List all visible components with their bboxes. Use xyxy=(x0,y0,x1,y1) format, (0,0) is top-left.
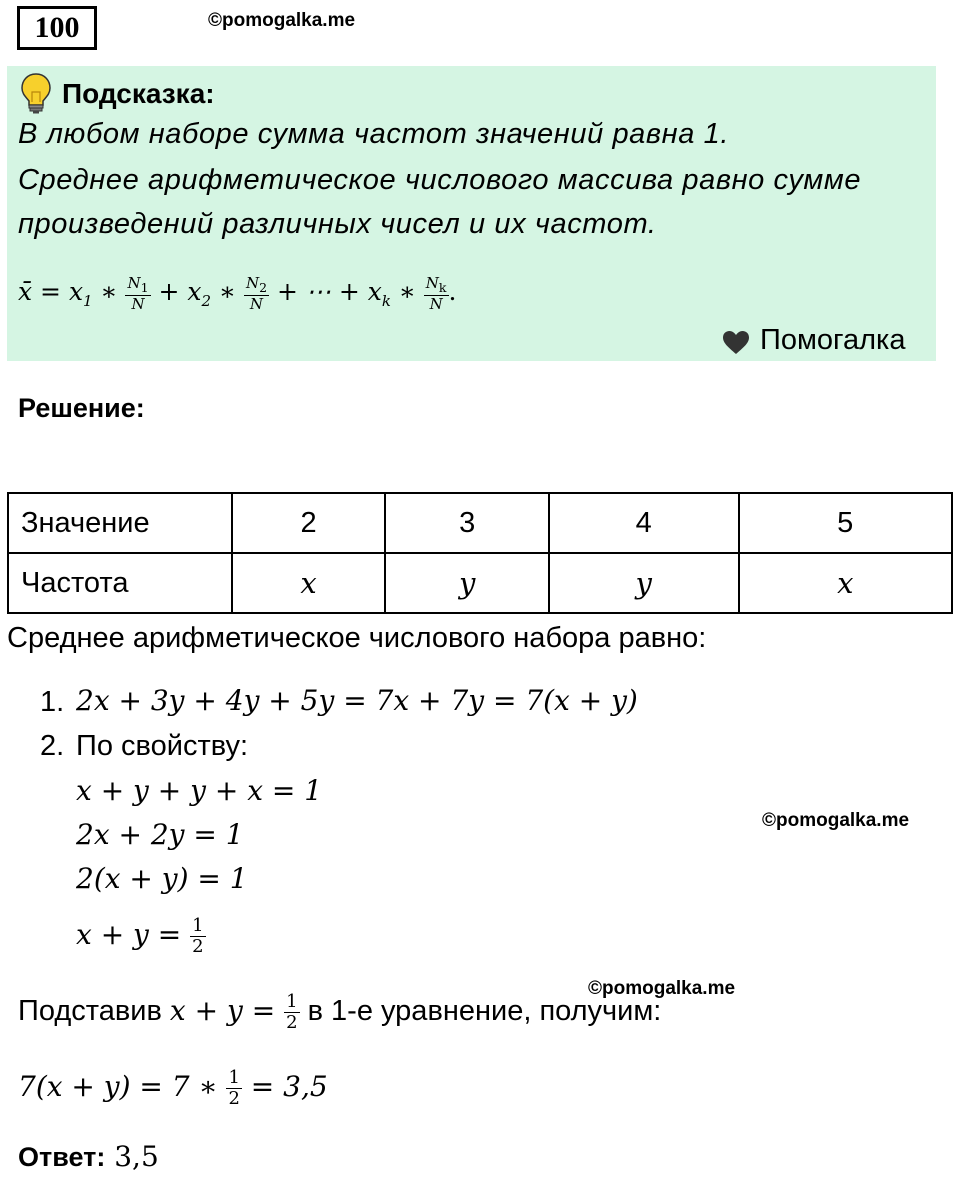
watermark-3: ©pomogalka.me xyxy=(588,978,736,999)
table-cell: y xyxy=(385,553,549,613)
table-cell: 5 xyxy=(739,493,953,553)
row-label: Частота xyxy=(8,553,232,613)
hint-line-2: Среднее арифметическое числового массива равно сумме xyxy=(18,164,862,196)
equation-1: x + y + y + x = 1 xyxy=(76,774,323,807)
equation-4: x + y = $\frac{1}{2}$ xyxy=(76,915,204,957)
final-equation: 7(x + y) = 7 ∗ $\frac{1}{2}$ = 3,5 xyxy=(18,1067,328,1109)
table-cell: 4 xyxy=(549,493,739,553)
row-label: Значение xyxy=(8,493,232,553)
watermark-2: ©pomogalka.me xyxy=(762,810,910,831)
table-cell: x xyxy=(739,553,953,613)
equation-3: 2(x + y) = 1 xyxy=(76,862,248,895)
substitution-line: Подставив x + y = $\frac{1}{2}$ в 1-е уравнение, получим: xyxy=(18,991,662,1033)
hint-line-1: В любом наборе сумма частот значений равна 1. xyxy=(18,118,729,150)
table-cell: 3 xyxy=(385,493,549,553)
table-row-frequencies xyxy=(8,553,952,613)
brand-label: Помогалка xyxy=(760,324,906,356)
frequency-table xyxy=(7,492,953,614)
step-2-marker: 2. xyxy=(40,730,65,762)
table-cell: y xyxy=(549,553,739,613)
heart-icon xyxy=(722,330,750,361)
watermark: ©pomogalka.me xyxy=(208,10,356,31)
answer-value: 3,5 xyxy=(105,1140,159,1173)
hint-line-3: произведений различных чисел и их частот. xyxy=(18,208,657,240)
step-1-equation: 2x + 3y + 4y + 5y = 7x + 7y = 7(x + y) xyxy=(76,684,638,717)
hint-title: Подсказка: xyxy=(62,78,215,109)
step-1-marker: 1. xyxy=(40,686,65,718)
answer xyxy=(18,1140,159,1174)
intro-text: Среднее арифметическое числового набора равно: xyxy=(7,622,707,654)
table-cell: 2 xyxy=(232,493,386,553)
table-row-values xyxy=(8,493,952,553)
table-cell: x xyxy=(232,553,386,613)
hint-formula: x̄ = $x_1$ ∗ $\frac{N_1}{N}$ + $x_2$ ∗ $\frac{N_2}{N}$ + ⋯ + $x_k$ ∗ $\frac{N_k}{N}$ . xyxy=(18,273,457,313)
solution-title: Решение: xyxy=(18,393,145,423)
problem-number: 100 xyxy=(17,6,97,50)
equation-2: 2x + 2y = 1 xyxy=(76,818,244,851)
step-2-text: По свойству: xyxy=(76,730,249,762)
answer-label: Ответ: xyxy=(18,1142,106,1172)
lightbulb-icon xyxy=(20,72,52,119)
